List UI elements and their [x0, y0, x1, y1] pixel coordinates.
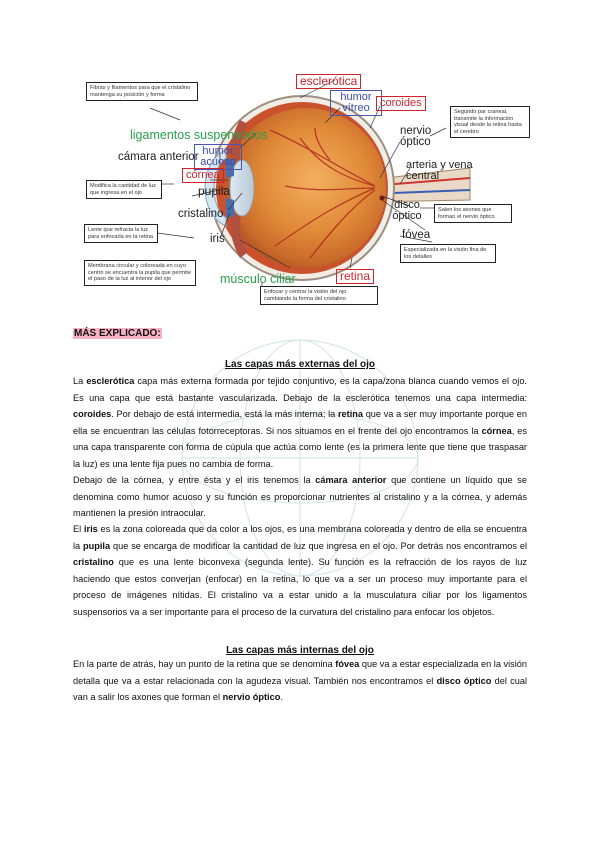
- note-pupila: Modifica la cantidad de luz que ingresa en el ojo: [86, 180, 162, 199]
- label-pupila: pupila: [198, 184, 231, 198]
- section-title-internas-text: Las capas más internas del ojo: [226, 645, 374, 656]
- heading-mas-explicado: MÁS EXPLICADO:: [74, 328, 161, 339]
- paragraph-fovea: En la parte de atrás, hay un punto de la retina que se denomina fóvea que va a estar especializada en la visión detalla que va a estar relacionada con la agudeza visual. También nos encontramos el disco óptico del cual van a salir los axones que forman el nervio óptico.: [73, 659, 527, 702]
- section-title-externas-text: Las capas más externas del ojo: [224, 359, 376, 370]
- label-disco-optico: disco óptico: [392, 199, 422, 222]
- label-humor-vitreo: humor vítreo: [330, 90, 382, 116]
- note-ciliar: Enfocar y centrar la visión del ojo cambiando la forma del cristalino: [260, 286, 378, 305]
- label-arteria-vena: arteria y vena central: [406, 159, 473, 182]
- label-musculo-ciliar: músculo ciliar: [220, 272, 296, 286]
- label-cristalino: cristalino: [178, 208, 224, 220]
- label-ligamentos-suspensorios: ligamentos suspensorios: [130, 128, 268, 142]
- label-humor-acuoso: humor acuoso: [194, 144, 242, 170]
- paragraph-camara-anterior: Debajo de la córnea, y entre ésta y el iris tenemos la cámara anterior que contiene un líquido que se denomina como humor acuoso y su función es proporcionar nutrientes al cristalino y a la córnea, y además mantienen la presión intraocular.: [73, 475, 527, 518]
- label-esclerotica: esclerótica: [296, 74, 361, 89]
- paragraph-iris: El iris es la zona coloreada que da color a los ojos, es una membrana coloreada y dentro de ella se encuentra la pupila que se encarga de modificar la cantidad de luz que ingresa en el ojo. Por detrás nos encontramos el cristalino que es una lente biconvexa (segunda lente). Su función es la refracción de los rayos de luz haciendo que estos converjan (enfocar) en la retina, lo que va a ser un proceso muy importante para el proceso de imágenes nítidas. El cristalino va a estar unido a la musculatura ciliar por los ligamentos suspensorios va a ser importante para el proceso de la curvatura del cristalino para enfocar los objetos.: [73, 524, 527, 617]
- note-disco-optico: Salen los axones que forman el nervio óptico: [434, 204, 512, 223]
- section-title-internas: [0, 645, 600, 656]
- note-cristalino: Lente que refracta la luz para enfocarla en la retina: [84, 224, 158, 243]
- note-iris: Membrana circular y coloreada en cuyo centro se encuentra la pupila que permite el paso de la luz al interior del ojo: [84, 260, 196, 286]
- note-fibras: Fibras y filamentos para que el cristalino mantenga su posición y forma: [86, 82, 198, 101]
- section-title-externas: [0, 359, 600, 370]
- label-nervio-optico: nervio óptico: [400, 125, 432, 148]
- paragraph-esclerotica: La esclerótica capa más externa formada por tejido conjuntivo, es la capa/zona blanca cuando vemos el ojo. Es una capa que está bastante vascularizada. Debajo de la esclerótica tenemos una capa intermedia: coroides. Por debajo de está intermedia, está la más interna; la retina que va a ser muy importante porque en ella se encuentran las células fotorreceptoras. Si nos situamos en el frente del ojo encontramos la córnea, es una capa transparente con forma de cúpula que actúa como lente (es la primera lente que tiene que traspasar la luz) es una lente fija pues no cambia de forma.: [73, 376, 527, 469]
- note-fovea: Especializada en la visión fina de los detalles: [400, 244, 496, 263]
- eye-anatomy-diagram: [70, 68, 530, 308]
- label-retina: retina: [336, 269, 374, 284]
- label-camara-anterior: cámara anterior: [118, 151, 199, 163]
- label-coroides: coroides: [376, 96, 426, 111]
- label-fovea: fóvea: [402, 229, 431, 241]
- label-iris: iris: [210, 233, 225, 245]
- label-cornea: córnea: [182, 168, 224, 183]
- note-nervio-optico: Segundo par craneal, transmite la información visual desde la retina hasta el cerebro: [450, 106, 530, 138]
